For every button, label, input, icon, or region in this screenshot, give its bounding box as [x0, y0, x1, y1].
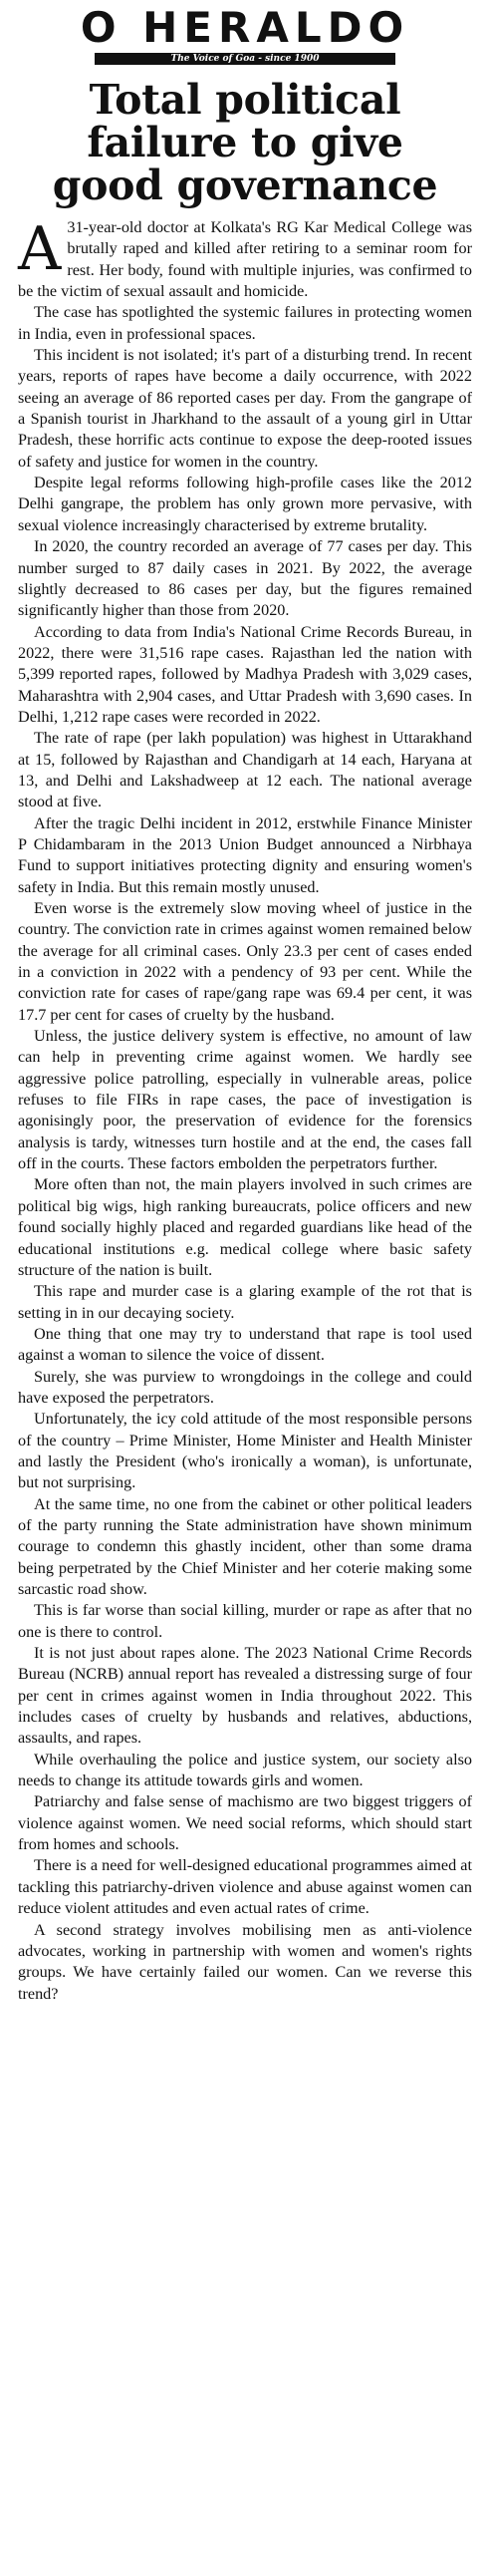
article-paragraph: This rape and murder case is a glaring example of the rot that is setting in in our decaying society. [18, 1282, 472, 1322]
masthead [18, 0, 472, 65]
article-paragraph: Even worse is the extremely slow moving wheel of justice in the country. The conviction rate in crimes against women remained below the average for all criminal cases. Only 23.3 per cent of cases ended in a conviction in 2022 with a pendency of 93 per cent. While the conviction rate for cases of rape/gang rape was 69.4 per cent, it was 17.7 per cent for cases of cruelty by the husband. [18, 899, 472, 1024]
article-paragraph: More often than not, the main players involved in such crimes are political big wigs, high ranking bureaucrats, police officers and new found socially highly placed and regarded guardians like head of the educational institutions e.g. medical college where basic safety structure of the nation is built. [18, 1175, 472, 1279]
article-paragraph: Surely, she was purview to wrongdoings in the college and could have exposed the perpetrators. [18, 1367, 472, 1407]
article-body [18, 214, 472, 2005]
headline-line: Total political [89, 76, 401, 124]
article-paragraph: The case has spotlighted the systemic failures in protecting women in India, even in professional spaces. [18, 303, 472, 343]
article-paragraph [18, 214, 472, 302]
article-paragraph: One thing that one may try to understand that rape is tool used against a woman to silence the voice of dissent. [18, 1324, 472, 1365]
article-paragraph: According to data from India's National Crime Records Bureau, in 2022, there were 31,516 rape cases. Rajasthan led the nation with 5,399 reported rapes, followed by Madhya Pradesh with 3,029 cases, Maharashtra with 2,904 cases, and Uttar Pradesh with 3,690 cases. In Delhi, 1,212 rape cases were recorded in 2022. [18, 622, 472, 726]
article-paragraph: While overhauling the police and justice system, our society also needs to change its attitude towards girls and women. [18, 1750, 472, 1790]
article-paragraph: The rate of rape (per lakh population) was highest in Uttarakhand at 15, followed by Rajasthan and Chandigarh at 14 each, Haryana at 13, and Delhi and Lakshadweep at 12 each. The national average stood at five. [18, 729, 472, 811]
article-paragraph: It is not just about rapes alone. The 2023 National Crime Records Bureau (NCRB) annual report has revealed a distressing surge of four per cent in crimes against women in India throughout 2022. This includes cases of cruelty by husbands and relatives, abductions, assaults, and rapes. [18, 1644, 472, 1748]
article-paragraph: There is a need for well-designed educational programmes aimed at tackling this patriarchy-driven violence and abuse against women can reduce violent attitudes and even actual rates of crime. [18, 1856, 472, 1918]
headline-line: failure to give [87, 119, 403, 166]
article-paragraph: Unless, the justice delivery system is effective, no amount of law can help in preventing crime against women. We hardly see aggressive police patrolling, especially in vulnerable areas, police refuses to file FIRs in rape cases, the pace of investigation is agonisingly poor, the preservation of evidence for the forensics analysis is tardy, witnesses turn hostile and at the end, the cases fall off in the courts. These factors embolden the perpetrators further. [18, 1027, 472, 1173]
lead-paragraph-text: 31-year-old doctor at Kolkata's RG Kar Medical College was brutally raped and killed after retiring to a seminar room for rest. Her body, found with multiple injuries, was confirmed to be the victim of sexual assault and homicide. [18, 218, 472, 301]
article-paragraph: At the same time, no one from the cabinet or other political leaders of the party running the State administration have shown minimum courage to condemn this ghastly incident, other than some drama being perpetrated by the Chief Minister and her coterie making some sarcastic road show. [18, 1494, 472, 1598]
headline-line: good governance [52, 161, 438, 209]
article-paragraph: Despite legal reforms following high-profile cases like the 2012 Delhi gangrape, the problem has only grown more pervasive, with sexual violence increasingly characterised by extreme brutality. [18, 474, 472, 534]
headline [18, 76, 472, 209]
article-paragraph: Patriarchy and false sense of machismo are two biggest triggers of violence against women. We need social reforms, which should start from homes and schools. [18, 1792, 472, 1854]
article-paragraph: This is far worse than social killing, murder or rape as after that no one is there to control. [18, 1601, 472, 1641]
article-paragraph: This incident is not isolated; it's part of a disturbing trend. In recent years, reports of rapes have become a daily occurrence, with 2022 seeing an average of 86 reported cases per day. From the gangrape of a Spanish tourist in Jharkhand to the assault of a young girl in Uttar Pradesh, these horrific acts continue to expose the deep-rooted issues of safety and justice for women in the country. [18, 346, 472, 471]
article-paragraph: A second strategy involves mobilising men as anti-violence advocates, working in partnership with women and women's rights groups. We have certainly failed our women. Can we reverse this trend? [18, 1920, 472, 2003]
article-paragraph: In 2020, the country recorded an average of 77 cases per day. This number surged to 87 daily cases in 2021. By 2022, the average slightly decreased to 86 cases per day, but the figures remained significantly higher than those from 2020. [18, 537, 472, 620]
article-paragraph: Unfortunately, the icy cold attitude of the most responsible persons of the country – Prime Minister, Home Minister and Health Minister and lastly the President (who's ironically a woman), is unfortunate, but not surprising. [18, 1410, 472, 1492]
drop-cap: A [18, 214, 62, 284]
masthead-logo: O HERALDO [80, 3, 410, 52]
article-paragraph: After the tragic Delhi incident in 2012, erstwhile Finance Minister P Chidambaram in the 2013 Union Budget announced a Nirbhaya Fund to support initiatives protecting dignity and ensuring women's safety in India. But this remain mostly unused. [18, 813, 472, 896]
masthead-tagline: The Voice of Goa - since 1900 [95, 53, 395, 65]
